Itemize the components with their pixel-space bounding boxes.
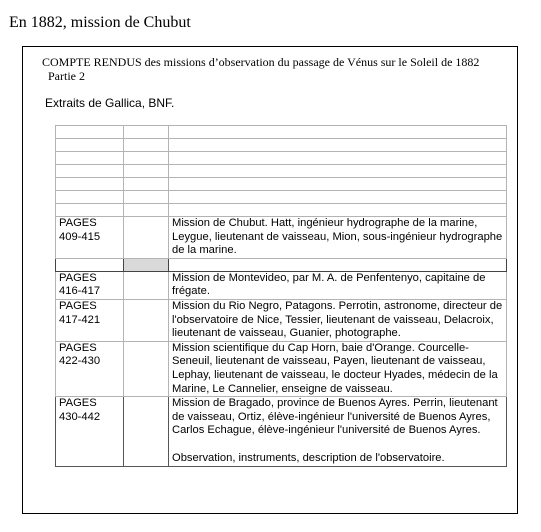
pages-cell xyxy=(56,397,124,466)
pages-label: PAGES xyxy=(59,271,97,284)
mission-description: Mission du Rio Negro, Patagons. Perrotin, astronome, directeur de l'observatoire de Nice, Tessier, lieutenant de vaisseau, Delacroix, lieutenant de vaisseau, Guanier, photographe. xyxy=(169,299,507,341)
pages-label: PAGES xyxy=(59,299,97,312)
empty-cell xyxy=(56,165,124,178)
pages-cell xyxy=(56,217,124,259)
empty-row xyxy=(56,152,507,165)
empty-cell xyxy=(124,165,169,178)
pages-cell xyxy=(56,341,124,396)
table-row xyxy=(56,397,507,466)
table-row xyxy=(56,217,507,259)
empty-cell xyxy=(169,191,507,204)
empty-row xyxy=(56,178,507,191)
empty-cell xyxy=(169,126,507,139)
document-heading: COMPTE RENDUS des missions d’observation du passage de Vénus sur le Soleil de 1882 xyxy=(42,55,480,69)
empty-cell xyxy=(124,178,169,191)
mission-description: Mission de Bragado, province de Buenos Ayres. Perrin, lieutenant de vaisseau, Ortiz, élève-ingénieur l'université de Buenos Ayres, Carlos Echague, élève-ingénieur l'université de Buenos Ayres. xyxy=(172,397,498,437)
empty-row xyxy=(56,191,507,204)
mission-cell xyxy=(169,397,507,466)
shaded-cell xyxy=(124,258,169,271)
empty-row xyxy=(56,165,507,178)
empty-cell xyxy=(124,126,169,139)
pages-range: 422-430 xyxy=(59,355,101,368)
missions-table xyxy=(55,125,507,467)
empty-cell xyxy=(124,152,169,165)
pages-cell xyxy=(56,271,124,299)
mission-note: Observation, instruments, description de l'observatoire. xyxy=(172,451,445,464)
empty-cell xyxy=(56,204,124,217)
empty-row xyxy=(56,139,507,152)
table-row xyxy=(56,299,507,341)
empty-cell xyxy=(56,126,124,139)
empty-cell xyxy=(56,178,124,191)
empty-cell xyxy=(56,258,124,271)
table-row xyxy=(56,341,507,396)
empty-row xyxy=(56,204,507,217)
page-title: En 1882, mission de Chubut xyxy=(9,14,191,31)
empty-cell xyxy=(124,299,169,341)
empty-cell xyxy=(124,341,169,396)
empty-cell xyxy=(124,217,169,259)
source-note: Extraits de Gallica, BNF. xyxy=(45,96,175,110)
pages-range: 409-415 xyxy=(59,230,101,243)
table-row xyxy=(56,271,507,299)
pages-range: 417-421 xyxy=(59,313,101,326)
empty-cell xyxy=(169,139,507,152)
empty-cell xyxy=(56,139,124,152)
empty-cell xyxy=(56,191,124,204)
mission-description: Mission de Chubut. Hatt, ingénieur hydrographe de la marine, Leygue, lieutenant de vaisseau, Mion, sous-ingénieur hydrographe de la marine. xyxy=(169,217,507,259)
pages-label: PAGES xyxy=(59,397,97,410)
pages-range: 430-442 xyxy=(59,410,101,423)
empty-cell xyxy=(124,204,169,217)
empty-cell xyxy=(169,178,507,191)
empty-cell xyxy=(169,152,507,165)
empty-row xyxy=(56,126,507,139)
mission-description: Mission scientifique du Cap Horn, baie d'Orange. Courcelle-Seneuil, lieutenant de vaisseau, Payen, lieutenant de vaisseau, Lephay, lieutenant de vaisseau, le docteur Hyades, médecin de la Marine, Le Cannelier, enseigne de vaisseau. xyxy=(169,341,507,396)
pages-cell xyxy=(56,299,124,341)
empty-cell xyxy=(169,204,507,217)
empty-cell xyxy=(124,271,169,299)
empty-cell xyxy=(169,258,507,271)
empty-cell xyxy=(124,191,169,204)
document-subheading: Partie 2 xyxy=(48,69,85,83)
empty-cell xyxy=(56,152,124,165)
mission-description: Mission de Montevideo, par M. A. de Penfentenyo, capitaine de frégate. xyxy=(169,271,507,299)
empty-cell xyxy=(124,139,169,152)
pages-label: PAGES xyxy=(59,341,97,354)
separator-row xyxy=(56,258,507,271)
empty-cell xyxy=(124,397,169,466)
empty-cell xyxy=(169,165,507,178)
pages-range: 416-417 xyxy=(59,285,101,298)
pages-label: PAGES xyxy=(59,217,97,229)
